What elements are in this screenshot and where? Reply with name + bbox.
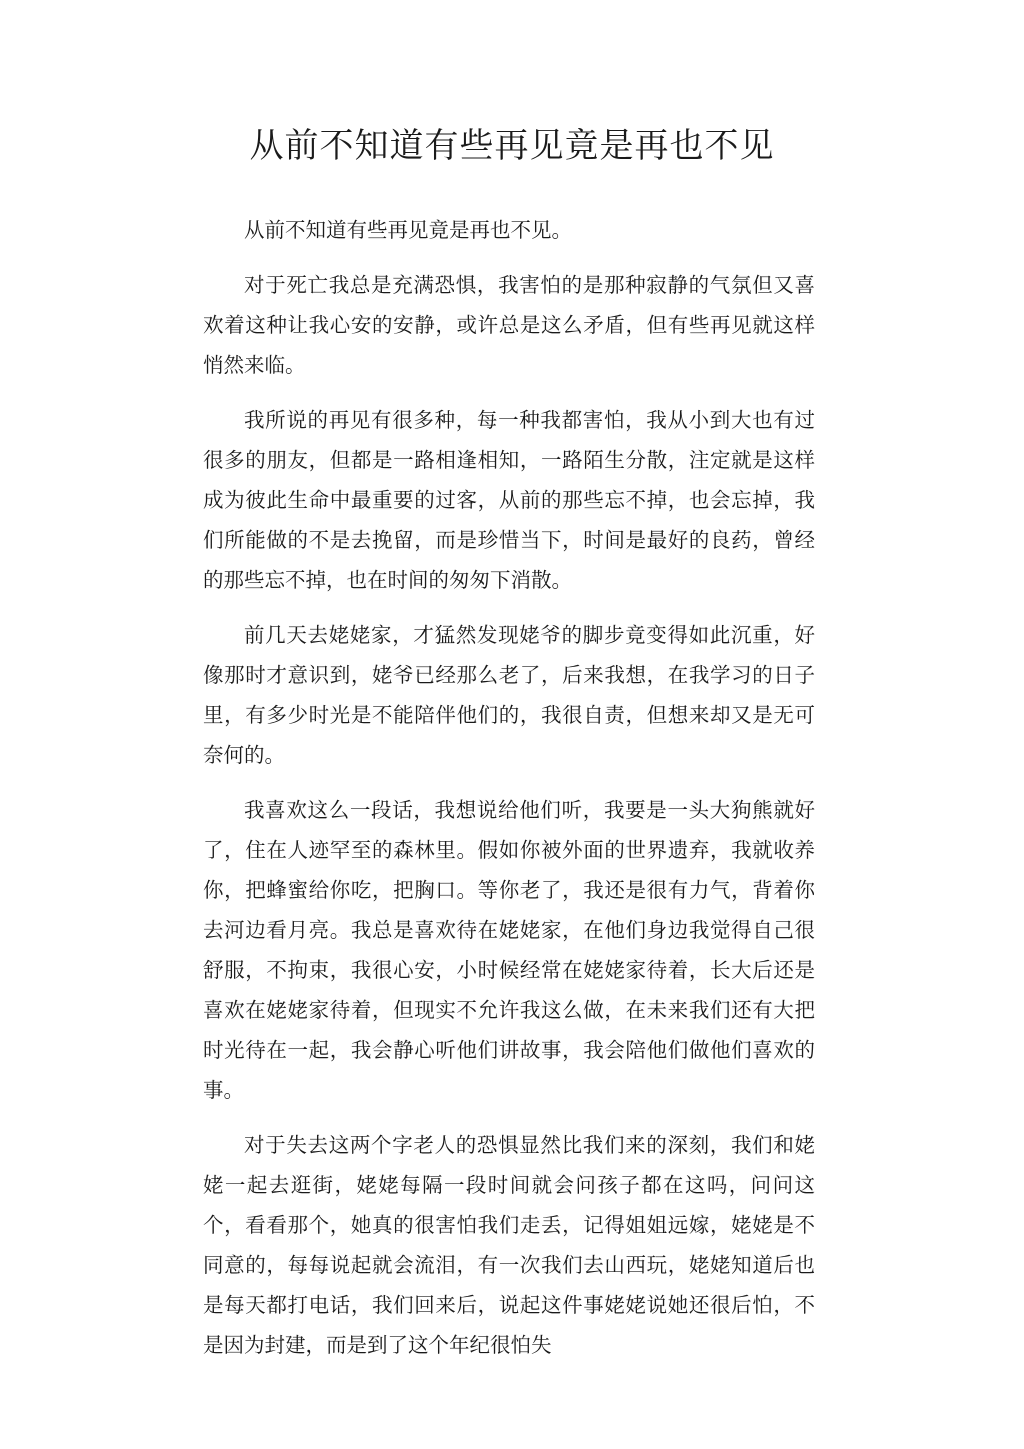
paragraph: 对于死亡我总是充满恐惧，我害怕的是那种寂静的气氛但又喜欢着这种让我心安的安静，或许总是这么矛盾，但有些再见就这样悄然来临。 (203, 273, 815, 377)
paragraph: 我喜欢这么一段话，我想说给他们听，我要是一头大狗熊就好了，住在人迹罕至的森林里。假如你被外面的世界遗弃，我就收养你，把蜂蜜给你吃，把胸口。等你老了，我还是很有力气，背着你去河边看月亮。我总是喜欢待在姥姥家，在他们身边我觉得自己很舒服，不拘束，我很心安，小时候经常在姥姥家待着，长大后还是喜欢在姥姥家待着，但现实不允许我这么做，在未来我们还有大把时光待在一起，我会静心听他们讲故事，我会陪他们做他们喜欢的事。 (203, 798, 815, 1102)
document-title: 从前不知道有些再见竟是再也不见 (249, 126, 775, 166)
document-body (203, 210, 815, 1380)
paragraph: 从前不知道有些再见竟是再也不见。 (244, 218, 572, 242)
paragraph: 前几天去姥姥家，才猛然发现姥爷的脚步竟变得如此沉重，好像那时才意识到，姥爷已经那么老了，后来我想，在我学习的日子里，有多少时光是不能陪伴他们的，我很自责，但想来却又是无可奈何的。 (203, 623, 815, 767)
paragraph: 对于失去这两个字老人的恐惧显然比我们来的深刻，我们和姥姥一起去逛街，姥姥每隔一段时间就会问孩子都在这吗，问问这个，看看那个，她真的很害怕我们走丢，记得姐姐远嫁，姥姥是不同意的，每每说起就会流泪，有一次我们去山西玩，姥姥知道后也是每天都打电话，我们回来后，说起这件事姥姥说她还很后怕，不是因为封建，而是到了这个年纪很怕失 (203, 1133, 815, 1357)
paragraph: 我所说的再见有很多种，每一种我都害怕，我从小到大也有过很多的朋友，但都是一路相逢相知，一路陌生分散，注定就是这样成为彼此生命中最重要的过客，从前的那些忘不掉，也会忘掉，我们所能做的不是去挽留，而是珍惜当下，时间是最好的良药，曾经的那些忘不掉，也在时间的匆匆下消散。 (203, 408, 815, 592)
